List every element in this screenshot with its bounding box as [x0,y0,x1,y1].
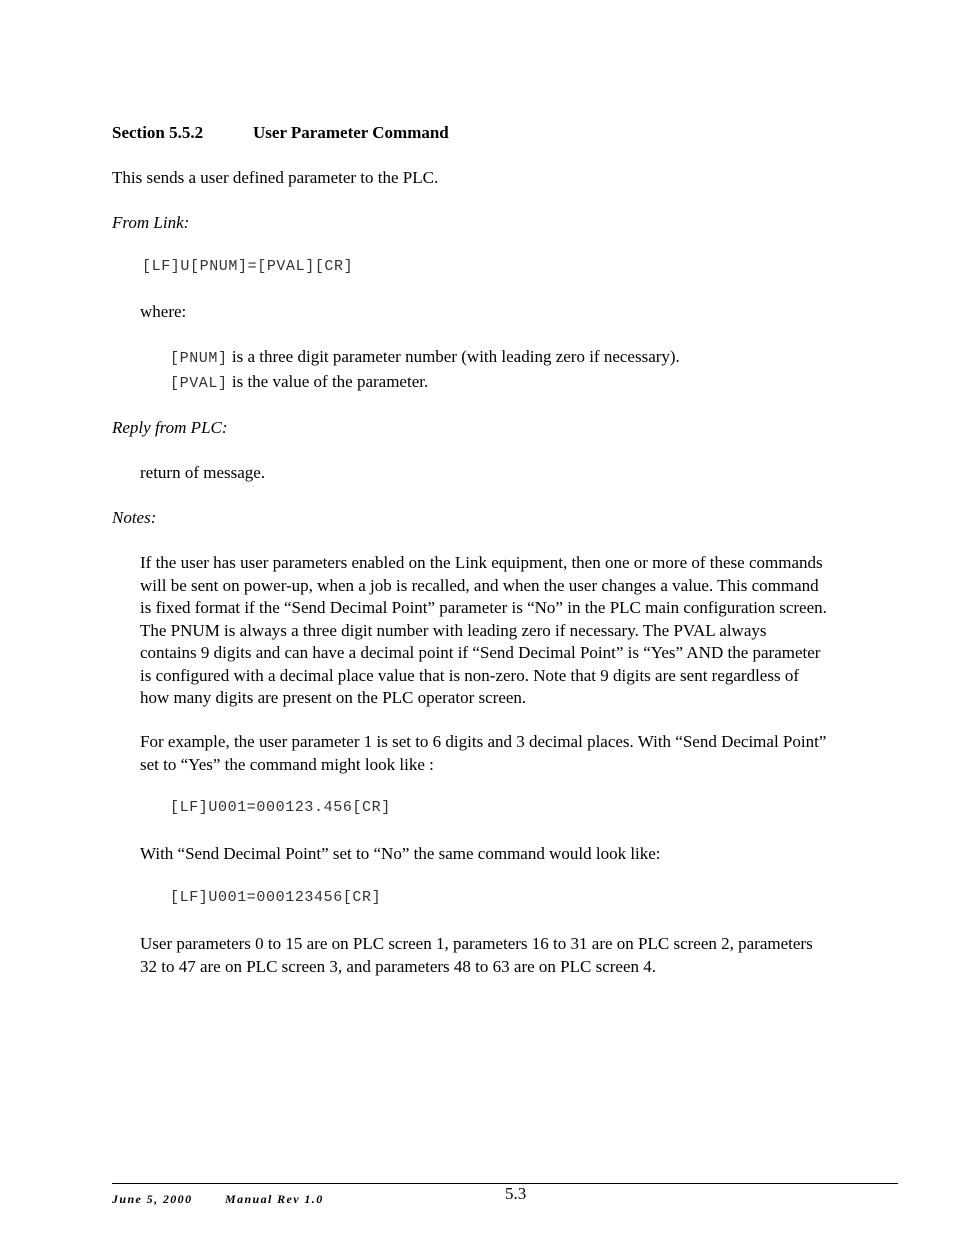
command-syntax: [LF]U[PNUM]=[PVAL][CR] [142,258,354,275]
intro-text: This sends a user defined parameter to the PLC. [112,168,439,187]
footer-revision: Manual Rev 1.0 [225,1192,324,1206]
footer-date: June 5, 2000 [112,1192,193,1206]
paragraph-line: will be sent on power-up, when a job is recalled, and when the user changes a value. This command [140,575,819,595]
notes-paragraph-1 [140,552,900,710]
example-command-no-decimal: [LF]U001=000123456[CR] [170,889,382,906]
page-number: 5.3 [505,1184,527,1203]
from-link-heading: From Link: [112,213,190,232]
reply-heading: Reply from PLC: [112,418,228,437]
paragraph-line: is fixed format if the “Send Decimal Point” parameter is “No” in the PLC main configuration screen. [140,598,827,617]
param-desc: is the value of the parameter. [231,372,429,391]
where-label: where: [140,302,187,321]
paragraph-line: set to “Yes” the command might look like : [140,754,434,774]
paragraph-line: User parameters 0 to 15 are on PLC screen 1, parameters 16 to 31 are on PLC screen 2, parameters [140,934,813,953]
notes-heading: Notes: [112,508,157,527]
section-number: Section 5.5.2 [112,123,204,142]
paragraph-line: For example, the user parameter 1 is set to 6 digits and 3 decimal places. With “Send Decimal Point” [140,732,827,751]
paragraph-line: The PNUM is always a three digit number with leading zero if necessary. The PVAL always [140,620,767,640]
paragraph-line: If the user has user parameters enabled on the Link equipment, then one or more of these commands [140,553,823,572]
notes-paragraph-4 [140,933,900,978]
notes-paragraph-2 [140,731,900,776]
section-title: User Parameter Command [253,123,449,142]
notes-paragraph-3: With “Send Decimal Point” set to “No” the same command would look like: [140,844,661,863]
paragraph-line: contains 9 digits and can have a decimal point if “Send Decimal Point” is “Yes” AND the parameter [140,643,821,662]
paragraph-line: how many digits are present on the PLC operator screen. [140,688,527,707]
param-row [170,371,428,396]
reply-text: return of message. [140,463,266,482]
param-code: [PVAL] [170,375,228,392]
paragraph-line: 32 to 47 are on PLC screen 3, and parameters 48 to 63 are on PLC screen 4. [140,956,656,976]
paragraph-line: is configured with a decimal place value that is non-zero. Note that 9 digits are sent regardless of [140,665,799,685]
param-desc: is a three digit parameter number (with leading zero if necessary). [231,347,680,366]
example-command-with-decimal: [LF]U001=000123.456[CR] [170,799,391,816]
param-row [170,346,680,371]
param-code: [PNUM] [170,350,228,367]
